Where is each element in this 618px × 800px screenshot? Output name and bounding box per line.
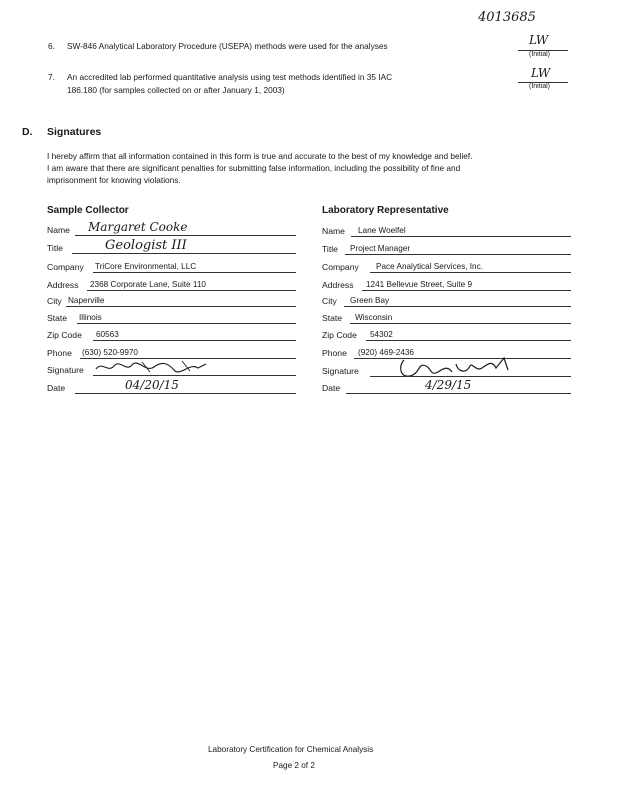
lab-state-line <box>350 323 571 324</box>
collector-city-line <box>66 306 296 307</box>
lab-city-value: Green Bay <box>350 296 390 305</box>
lab-date-label: Date <box>322 383 341 393</box>
lab-name-line <box>351 236 571 237</box>
lab-company-label: Company <box>322 262 359 272</box>
lab-date-line <box>346 393 571 394</box>
collector-city-label: City <box>47 296 62 306</box>
collector-title-line <box>72 253 296 254</box>
collector-title-value: Geologist III <box>105 238 187 253</box>
collector-date-line <box>75 393 296 394</box>
collector-name-value: Margaret Cooke <box>88 220 188 234</box>
collector-zip-label: Zip Code <box>47 330 82 340</box>
lab-company-value: Pace Analytical Services, Inc. <box>376 262 483 271</box>
lab-phone-label: Phone <box>322 348 347 358</box>
lab-state-value: Wisconsin <box>355 313 393 322</box>
lab-title-label: Title <box>322 244 338 254</box>
collector-name-line <box>75 235 296 236</box>
lab-address-label: Address <box>322 280 354 290</box>
corner-handwritten-note: 4013685 <box>478 10 536 25</box>
collector-phone-value: (630) 520-9970 <box>82 348 138 357</box>
item-7-text-line1: An accredited lab performed quantitative analysis using test methods identified in 35 IAC <box>67 72 393 82</box>
collector-company-value: TriCore Environmental, LLC <box>95 262 197 271</box>
collector-company-line <box>93 272 296 273</box>
lab-address-line <box>362 290 571 291</box>
collector-date-label: Date <box>47 383 66 393</box>
collector-heading: Sample Collector <box>47 205 129 216</box>
item-7-initial-label: (Initial) <box>529 83 551 90</box>
lab-state-label: State <box>322 313 343 323</box>
collector-address-label: Address <box>47 280 79 290</box>
collector-address-value: 2368 Corporate Lane, Suite 110 <box>90 280 206 289</box>
item-6-initial-label: (Initial) <box>529 51 551 58</box>
collector-state-value: Illinois <box>79 313 102 322</box>
lab-name-label: Name <box>322 226 345 236</box>
item-6-initial-mark: LW <box>529 33 549 47</box>
collector-title-label: Title <box>47 243 63 253</box>
affirmation-line-3: imprisonment for knowing violations. <box>47 175 181 185</box>
affirmation-line-2: I am aware that there are significant penalties for submitting false information, including the possibility of fine and <box>47 163 461 173</box>
collector-signature-label: Signature <box>47 365 84 375</box>
collector-signature-line <box>93 375 296 376</box>
item-6-text: SW-846 Analytical Laboratory Procedure (USEPA) methods were used for the analyses <box>67 41 388 51</box>
collector-phone-label: Phone <box>47 348 72 358</box>
item-7-number: 7. <box>48 72 55 82</box>
section-title: Signatures <box>47 126 102 138</box>
lab-phone-value: (920) 469-2436 <box>358 348 414 357</box>
lab-date-value: 4/29/15 <box>425 378 472 392</box>
footer-page-number: Page 2 of 2 <box>273 761 315 770</box>
collector-date-value: 04/20/15 <box>125 378 179 392</box>
collector-city-value: Naperville <box>68 296 105 305</box>
lab-title-line <box>345 254 571 255</box>
collector-name-label: Name <box>47 225 70 235</box>
footer-title: Laboratory Certification for Chemical Analysis <box>208 745 374 754</box>
item-6-number: 6. <box>48 41 55 51</box>
section-letter: D. <box>22 126 33 138</box>
collector-company-label: Company <box>47 262 84 272</box>
lab-address-value: 1241 Bellevue Street, Suite 9 <box>366 280 473 289</box>
affirmation-line-1: I hereby affirm that all information contained in this form is true and accurate to the best of my knowledge and belief. <box>47 151 473 161</box>
collector-state-label: State <box>47 313 68 323</box>
lab-title-value: Project Manager <box>350 244 411 253</box>
lab-company-line <box>370 272 571 273</box>
collector-signature-scribble <box>94 358 214 376</box>
lab-signature-line <box>370 376 571 377</box>
collector-address-line <box>87 290 296 291</box>
lab-city-label: City <box>322 296 337 306</box>
collector-zip-line <box>93 340 296 341</box>
lab-name-value: Lane Woelfel <box>358 226 406 235</box>
lab-zip-line <box>366 340 571 341</box>
collector-state-line <box>77 323 296 324</box>
item-7-initial-mark: LW <box>531 66 551 80</box>
lab-signature-label: Signature <box>322 366 359 376</box>
lab-heading: Laboratory Representative <box>322 205 449 216</box>
lab-zip-value: 54302 <box>370 330 393 339</box>
lab-city-line <box>344 306 571 307</box>
collector-zip-value: 60563 <box>96 330 119 339</box>
item-7-text-line2: 186.180 (for samples collected on or after January 1, 2003) <box>67 85 285 95</box>
lab-zip-label: Zip Code <box>322 330 357 340</box>
